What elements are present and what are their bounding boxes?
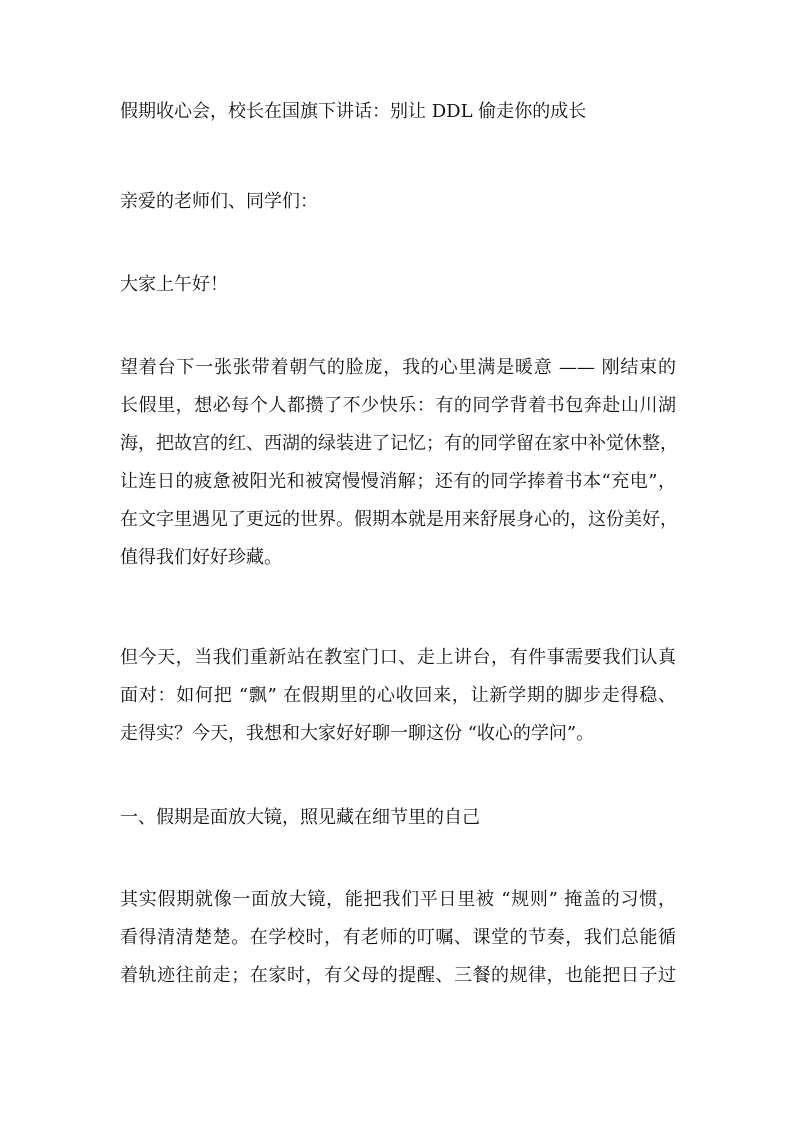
document-title bbox=[120, 93, 676, 131]
section-heading-1 bbox=[120, 799, 676, 837]
paragraph-line: 在文字里遇见了更远的世界。假期本就是用来舒展身心的，这份美好， bbox=[120, 509, 678, 530]
title-text: 假期收心会，校长在国旗下讲话：别让 DDL 偷走你的成长 bbox=[120, 101, 587, 122]
paragraph-line: 长假里，想必每个人都攒了不少快乐：有的同学背着书包奔赴山川湖 bbox=[120, 395, 676, 416]
paragraph-line: 着轨迹往前走；在家时，有父母的提醒、三餐的规律，也能把日子过 bbox=[120, 965, 676, 986]
paragraph-line: 面对：如何把 “飘” 在假期里的心收回来，让新学期的脚步走得稳、 bbox=[120, 685, 676, 706]
paragraph-line: 走得实？今天，我想和大家好好聊一聊这份 “收心的学问”。 bbox=[120, 723, 595, 744]
paragraph-line: 海，把故宫的红、西湖的绿装进了记忆；有的同学留在家中补觉休整， bbox=[120, 433, 678, 454]
paragraph-line: 值得我们好好珍藏。 bbox=[120, 547, 282, 568]
greeting-text: 大家上午好！ bbox=[120, 274, 228, 295]
salutation bbox=[120, 183, 676, 221]
paragraph-2 bbox=[120, 639, 676, 753]
paragraph-3 bbox=[120, 881, 676, 995]
salutation-text: 亲爱的老师们、同学们： bbox=[120, 191, 318, 212]
paragraph-line: 让连日的疲惫被阳光和被窝慢慢消解；还有的同学捧着书本“充电”， bbox=[120, 471, 676, 492]
greeting bbox=[120, 266, 676, 304]
paragraph-1 bbox=[120, 349, 676, 577]
paragraph-line: 其实假期就像一面放大镜，能把我们平日里被 “规则” 掩盖的习惯， bbox=[120, 889, 676, 910]
paragraph-line: 但今天，当我们重新站在教室门口、走上讲台，有件事需要我们认真 bbox=[120, 647, 676, 668]
heading-text: 一、假期是面放大镜，照见藏在细节里的自己 bbox=[120, 807, 480, 828]
paragraph-line: 望着台下一张张带着朝气的脸庞，我的心里满是暖意 —— 刚结束的 bbox=[120, 357, 676, 378]
paragraph-line: 看得清清楚楚。在学校时，有老师的叮嘱、课堂的节奏，我们总能循 bbox=[120, 927, 676, 948]
